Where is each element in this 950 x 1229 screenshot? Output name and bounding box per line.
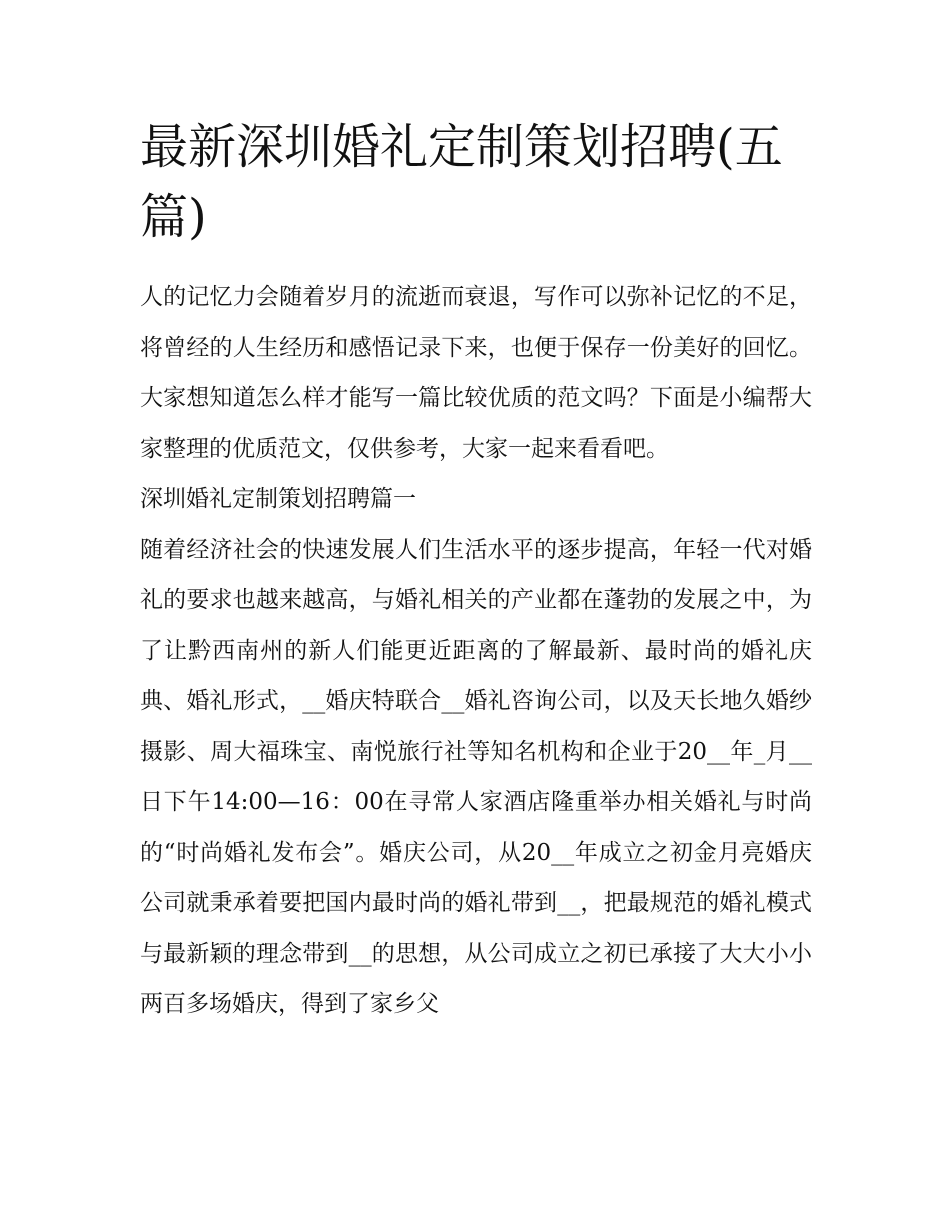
section-body-paragraph: 随着经济社会的快速发展人们生活水平的逐步提高，年轻一代对婚礼的要求也越来越高，与婚礼相关的产业都在蓬勃的发展之中，为了让黔西南州的新人们能更近距离的了解最新、最时尚的婚礼庆典、婚礼形式，__婚庆特联合__婚礼咨询公司，以及天长地久婚纱摄影、周大福珠宝、南悦旅行社等知名机构和企业于20__年_月__日下午14:00—16：00在寻常人家酒店隆重举办相关婚礼与时尚的“时尚婚礼发布会”。婚庆公司，从20__年成立之初金月亮婚庆公司就秉承着要把国内最时尚的婚礼带到__，把最规范的婚礼模式与最新颖的理念带到__的思想，从公司成立之初已承接了大大小小两百多场婚庆，得到了家乡父 [140,536,812,1017]
section-heading: 深圳婚礼定制策划招聘篇一 [140,486,416,512]
document-title: 最新深圳婚礼定制策划招聘(五篇) [140,119,783,245]
document-content [140,112,812,1030]
intro-paragraph: 人的记忆力会随着岁月的流逝而衰退，写作可以弥补记忆的不足，将曾经的人生经历和感悟记录下来，也便于保存一份美好的回忆。大家想知道怎么样才能写一篇比较优质的范文吗？下面是小编帮大家整理的优质范文，仅供参考，大家一起来看看吧。 [140,284,812,462]
